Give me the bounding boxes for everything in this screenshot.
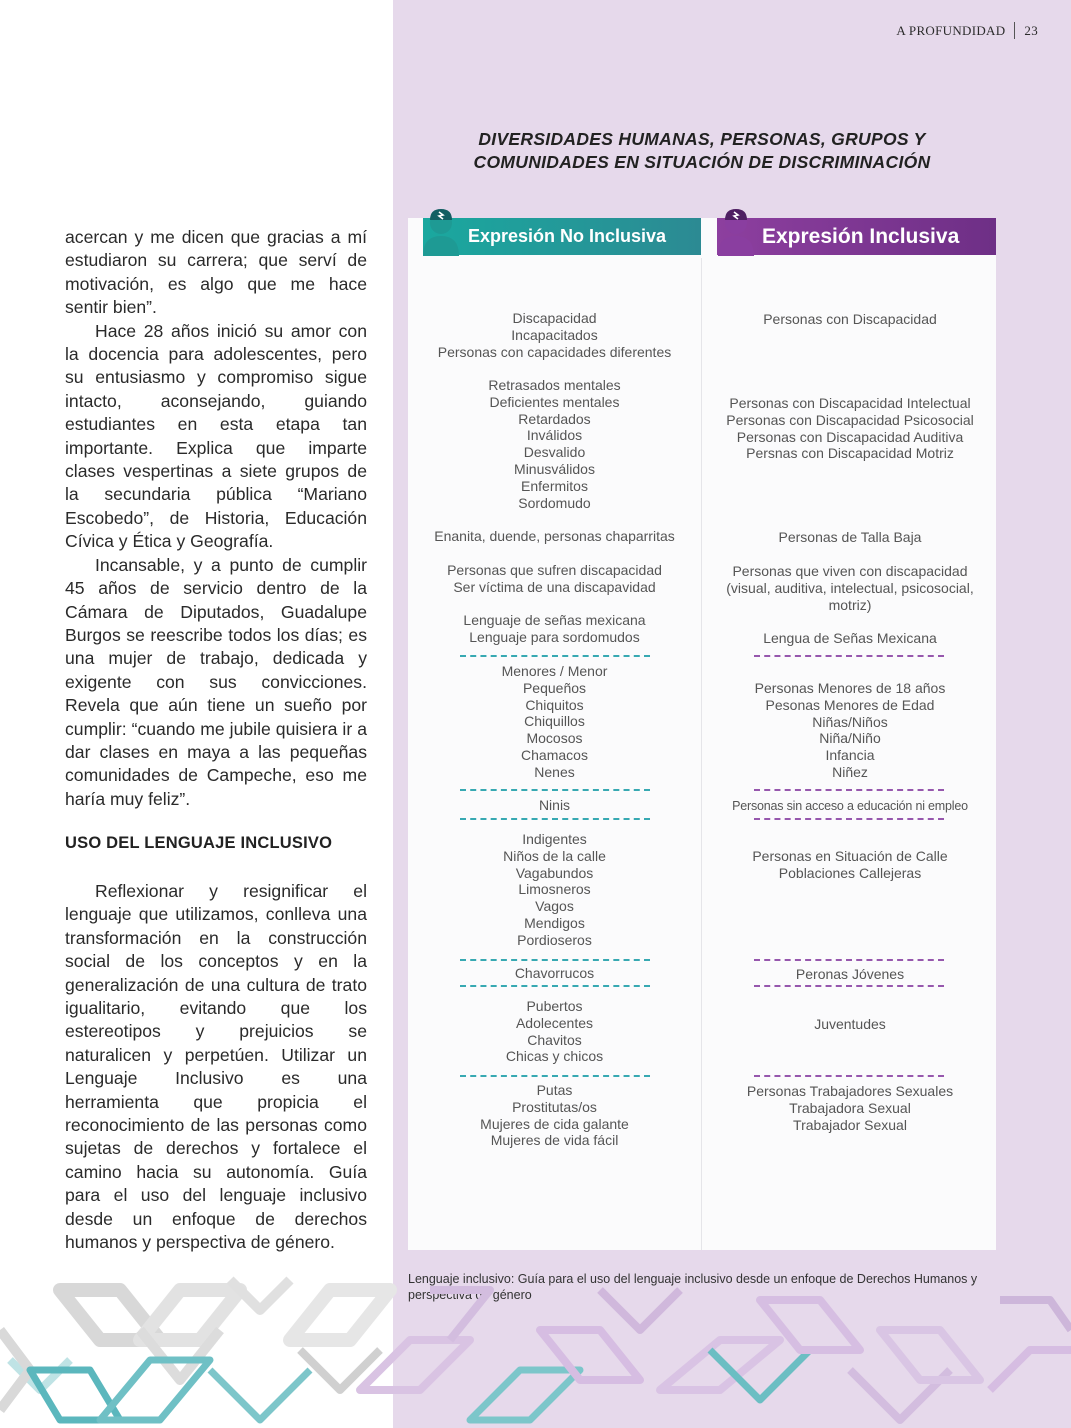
table-cell-line: Retrasados mentales <box>488 377 621 393</box>
dashed-separator <box>754 818 944 820</box>
article-body-bottom <box>65 880 367 1255</box>
table-cell-line: Personas que viven con discapacidad <box>732 563 968 579</box>
dashed-separator <box>460 789 650 791</box>
non-inclusive-cell <box>423 377 686 511</box>
article-paragraph: Reflexionar y resignificar el lenguaje que utilizamos, conlleva una transformación en la construcción social de los conceptos y en la generalización de una cultura de trato igualitario, evitando que los estereotipos y prejuicios se naturalicen y perpetúen. Utilizar un Lenguaje Inclusivo es una herramienta que propicia el reconocimiento de las personas como sujetas de derechos y fortalece el camino hacia su autonomía. Guía para el uso del lenguaje inclusivo desde un enfoque de derechos humanos y perspectiva de género. <box>65 881 367 1253</box>
section-name: A PROFUNDIDAD <box>896 22 1006 38</box>
inclusive-language-table <box>408 218 996 1250</box>
table-cell-line: Menores / Menor <box>501 663 608 679</box>
table-cell-line: motriz) <box>828 596 872 613</box>
inclusive-cell <box>713 1083 987 1133</box>
table-cell-line: Trabajadora Sexual <box>789 1099 911 1116</box>
table-cell-line: Deficientes mentales <box>489 393 620 410</box>
non-inclusive-cell <box>423 831 686 949</box>
non-inclusive-cell <box>423 998 686 1065</box>
section-heading: USO DEL LENGUAJE INCLUSIVO <box>65 834 333 852</box>
inclusive-cell <box>713 848 987 882</box>
title-line-1: DIVERSIDADES HUMANAS, PERSONAS, GRUPOS Y <box>478 129 926 149</box>
table-cell-line: Personas en Situación de Calle <box>752 848 948 864</box>
table-cell-line: Chavorrucos <box>514 965 595 981</box>
inclusive-cell <box>713 311 987 328</box>
dashed-separator <box>460 959 650 961</box>
table-cell-line: Mujeres de vida fácil <box>490 1132 619 1149</box>
table-cell-line: Chiquillos <box>524 713 585 730</box>
non-inclusive-cell <box>423 663 686 781</box>
table-cell-line: Nenes <box>534 763 575 780</box>
inclusive-cell <box>713 1016 987 1033</box>
dashed-separator <box>754 1075 944 1077</box>
table-cell-line: Personas Trabajadores Sexuales <box>746 1083 954 1099</box>
non-inclusive-cell <box>423 965 686 982</box>
table-cell-line: Pubertos <box>526 998 583 1014</box>
table-cell-line: Chicas y chicos <box>505 1048 604 1065</box>
table-cell-line: Niñez <box>832 763 868 780</box>
non-inclusive-header-label: Expresión No Inclusiva <box>468 226 667 246</box>
article-paragraph: Hace 28 años inició su amor con la docencia para adolescentes, pero su entusiasmo y compromiso sigue intacto, aconsejando, guiando estudiantes en esta etapa tan importante. Explica que imparte clases vespertinas a siete grupos de la secundaria pública “Mariano Escobedo”, de Historia, Educación Cívica y Ética y Geografía. <box>65 320 367 552</box>
table-cell-line: Sordomudo <box>518 494 591 511</box>
dashed-separator <box>460 985 650 987</box>
table-cell-line: Minusválidos <box>514 460 595 477</box>
table-cell-line: Infancia <box>825 747 875 764</box>
inclusive-cell <box>713 529 987 546</box>
non-inclusive-header <box>423 218 701 255</box>
table-cell-line: Retardados <box>518 410 591 427</box>
table-cell-line: Inválidos <box>526 427 583 444</box>
dashed-separator <box>460 1075 650 1077</box>
table-cell-line: Lenguaje para sordomudos <box>469 628 640 645</box>
table-cell-line: Enanita, duende, personas chaparritas <box>434 528 675 544</box>
decorative-chevron-pattern <box>0 1270 1071 1428</box>
figure-caption: Lenguaje inclusivo: Guía para el uso del lenguaje inclusivo desde un enfoque de Derechos Humanos y perspectiva de género <box>408 1272 978 1302</box>
dashed-separator <box>754 985 944 987</box>
inclusive-header <box>717 218 996 255</box>
inclusive-cell <box>713 966 987 983</box>
table-cell-line: Personas de Talla Baja <box>778 529 922 545</box>
table-cell-line: Personas con capacidades diferentes <box>437 343 672 360</box>
table-cell-line: Personas Menores de 18 años <box>754 680 946 696</box>
inclusive-cell <box>713 798 987 815</box>
table-cell-line: Pequeños <box>522 679 587 696</box>
table-cell-line: Ser víctima de una discapavidad <box>453 578 656 595</box>
page-header <box>896 22 1038 39</box>
inclusive-cell <box>713 630 987 647</box>
inclusive-cell <box>713 395 987 462</box>
table-cell-line: Vagabundos <box>515 864 594 881</box>
non-inclusive-cell <box>423 1082 686 1149</box>
table-cell-line: Putas <box>536 1082 573 1098</box>
dashed-separator <box>460 655 650 657</box>
table-cell-line: Prostitutas/os <box>512 1098 597 1115</box>
dashed-separator <box>754 655 944 657</box>
article-body-top <box>65 226 367 811</box>
table-cell-line: Mujeres de cida galante <box>480 1115 629 1132</box>
person-purple-icon <box>716 206 756 256</box>
non-inclusive-cell <box>423 310 686 360</box>
dashed-separator <box>754 789 944 791</box>
table-cell-line: (visual, auditiva, intelectual, psicosocial, <box>726 579 974 596</box>
table-cell-line: Niña/Niño <box>819 730 881 747</box>
table-cell-line: Indigentes <box>522 831 587 847</box>
table-cell-line: Poblaciones Callejeras <box>778 864 922 881</box>
inclusive-header-label: Expresión Inclusiva <box>762 224 960 248</box>
table-cell-line: Peronas Jóvenes <box>795 966 905 982</box>
table-cell-line: Pordioseros <box>517 931 592 948</box>
inclusive-cell <box>713 680 987 781</box>
table-cell-line: Desvalido <box>523 444 586 461</box>
table-cell-line: Enfermitos <box>521 477 588 494</box>
table-cell-line: Niños de la calle <box>503 847 606 864</box>
table-cell-line: Personas con Discapacidad Intelectual <box>729 395 971 411</box>
table-cell-line: Juventudes <box>814 1016 886 1032</box>
non-inclusive-cell <box>423 562 686 596</box>
table-cell-line: Chamacos <box>521 746 588 763</box>
dashed-separator <box>754 959 944 961</box>
infographic-title <box>408 128 996 174</box>
table-cell-line: Personas que sufren discapacidad <box>447 562 662 578</box>
table-cell-line: Lenguaje de señas mexicana <box>463 612 646 628</box>
non-inclusive-cell <box>423 528 686 545</box>
table-cell-line: Trabajador Sexual <box>793 1116 907 1133</box>
article-paragraph: acercan y me dicen que gracias a mí estudiaron su carrera; que serví de motivación, es algo que me hace sentir bien”. <box>65 227 367 318</box>
table-cell-line: Chavitos <box>527 1031 582 1048</box>
article-paragraph: Incansable, y a punto de cumplir 45 años de servicio dentro de la Cámara de Diputados, Guadalupe Burgos se reescribe todos los días; es una mujer de trabajo, dedicada y exigente con sus convicciones. Revela que aún tiene un sueño por cumplir: “cuando me jubile quisiera ir a dar clases en maya a las pequeñas comunidades de Campeche, eso me haría muy feliz”. <box>65 554 367 809</box>
table-cell-line: Limosneros <box>518 881 591 898</box>
table-cell-line: Chiquitos <box>525 696 584 713</box>
table-cell-line: Personas sin acceso a educación ni empleo <box>732 799 968 813</box>
title-line-2: COMUNIDADES EN SITUACIÓN DE DISCRIMINACIÓN <box>473 152 931 172</box>
table-cell-line: Lengua de Señas Mexicana <box>763 630 937 646</box>
non-inclusive-cell <box>423 612 686 646</box>
person-teal-icon <box>421 206 461 256</box>
page-number: 23 <box>1024 22 1038 38</box>
table-cell-line: Pesonas Menores de Edad <box>765 696 935 713</box>
table-cell-line: Personas con Discapacidad Auditiva <box>736 428 964 445</box>
inclusive-cell <box>713 563 987 613</box>
table-cell-line: Vagos <box>535 898 574 915</box>
non-inclusive-cell <box>423 797 686 814</box>
table-cell-line: Personas con Discapacidad <box>763 311 937 327</box>
column-divider <box>701 258 702 1250</box>
table-cell-line: Adolecentes <box>515 1014 594 1031</box>
table-cell-line: Mocosos <box>526 730 583 747</box>
table-cell-line: Ninis <box>538 797 571 813</box>
table-cell-line: Mendigos <box>524 914 585 931</box>
table-cell-line: Personas con Discapacidad Psicosocial <box>726 411 974 428</box>
dashed-separator <box>460 818 650 820</box>
table-cell-line: Discapacidad <box>512 310 597 326</box>
header-divider <box>1014 22 1015 39</box>
table-cell-line: Incapacitados <box>511 326 598 343</box>
table-cell-line: Persnas con Discapacidad Motriz <box>746 445 954 462</box>
table-cell-line: Niñas/Niños <box>812 713 888 730</box>
